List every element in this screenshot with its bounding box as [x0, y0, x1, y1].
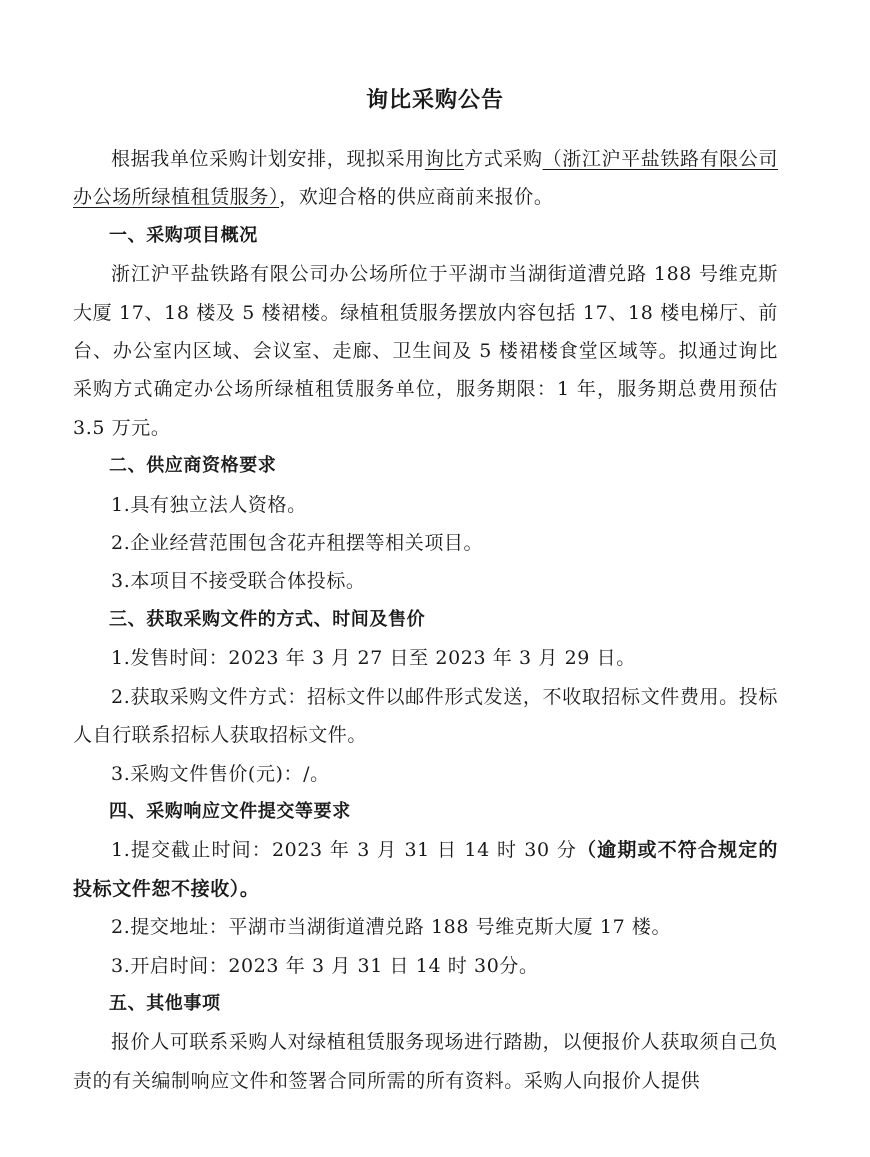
section2-item-2: 2.企业经营范围包含花卉租摆等相关项目。 [111, 532, 484, 555]
deadline-text: 1.提交截止时间：2023 年 3 月 31 日 14 时 30 分 [111, 839, 578, 862]
section3-heading: 三、获取采购文件的方式、时间及售价 [109, 608, 426, 630]
section1-heading: 一、采购项目概况 [109, 224, 258, 246]
section4-heading: 四、采购响应文件提交等要求 [109, 800, 351, 822]
section2-item-3: 3.本项目不接受联合体投标。 [111, 570, 366, 593]
deadline-note: （逾期或不符合规定的投标文件恕不接收）。 [73, 839, 778, 900]
section4-item-2: 2.提交地址：平湖市当湖街道漕兑路 188 号维克斯大厦 17 楼。 [111, 916, 672, 939]
section3-item-3: 3.采购文件售价(元)：/。 [111, 762, 330, 785]
procurement-method: 询比 [424, 148, 465, 170]
document-body [73, 140, 778, 1100]
section1-text: 浙江沪平盐铁路有限公司办公场所位于平湖市当湖街道漕兑路 188 号维克斯大厦 17、18 楼及 5 楼裙楼。绿植租赁服务摆放内容包括 17、18 楼电梯厅、前台、办公室内区域、会议室、走廊、卫生间及 5 楼裙楼食堂区域等。拟通过询比采购方式确定办公场所绿植租赁服务单位，服务期限：1 年，服务期总费用预估 3.5 万元。 [73, 263, 778, 439]
section4-item-3: 3.开启时间：2023 年 3 月 31 日 14 时 30分。 [111, 954, 539, 977]
intro-part2: 方式采购 [464, 148, 543, 170]
section4-item-1 [73, 831, 778, 908]
section2-heading: 二、供应商资格要求 [109, 455, 277, 477]
section5-text: 报价人可联系采购人对绿植租赁服务现场进行踏勘，以便报价人获取须自己负责的有关编制响应文件和签署合同所需的所有资料。采购人向报价人提供 [73, 1031, 778, 1092]
intro-part1: 根据我单位采购计划安排，现拟采用 [111, 148, 425, 170]
section3-item-2: 2.获取采购文件方式：招标文件以邮件形式发送，不收取招标文件费用。投标人自行联系招标人获取招标文件。 [73, 685, 778, 747]
intro-part3: ，欢迎合格的供应商前来报价。 [279, 186, 554, 209]
intro-paragraph [73, 140, 778, 217]
section2-item-1: 1.具有独立法人资格。 [111, 493, 307, 516]
document-title: 询比采购公告 [365, 88, 504, 113]
project-name: （浙江沪平盐铁路有限公司办公场所绿植租赁服务） [73, 148, 779, 209]
section3-item-1: 1.发售时间：2023 年 3 月 27 日至 2023 年 3 月 29 日。 [111, 647, 636, 670]
section5-heading: 五、其他事项 [109, 992, 221, 1014]
